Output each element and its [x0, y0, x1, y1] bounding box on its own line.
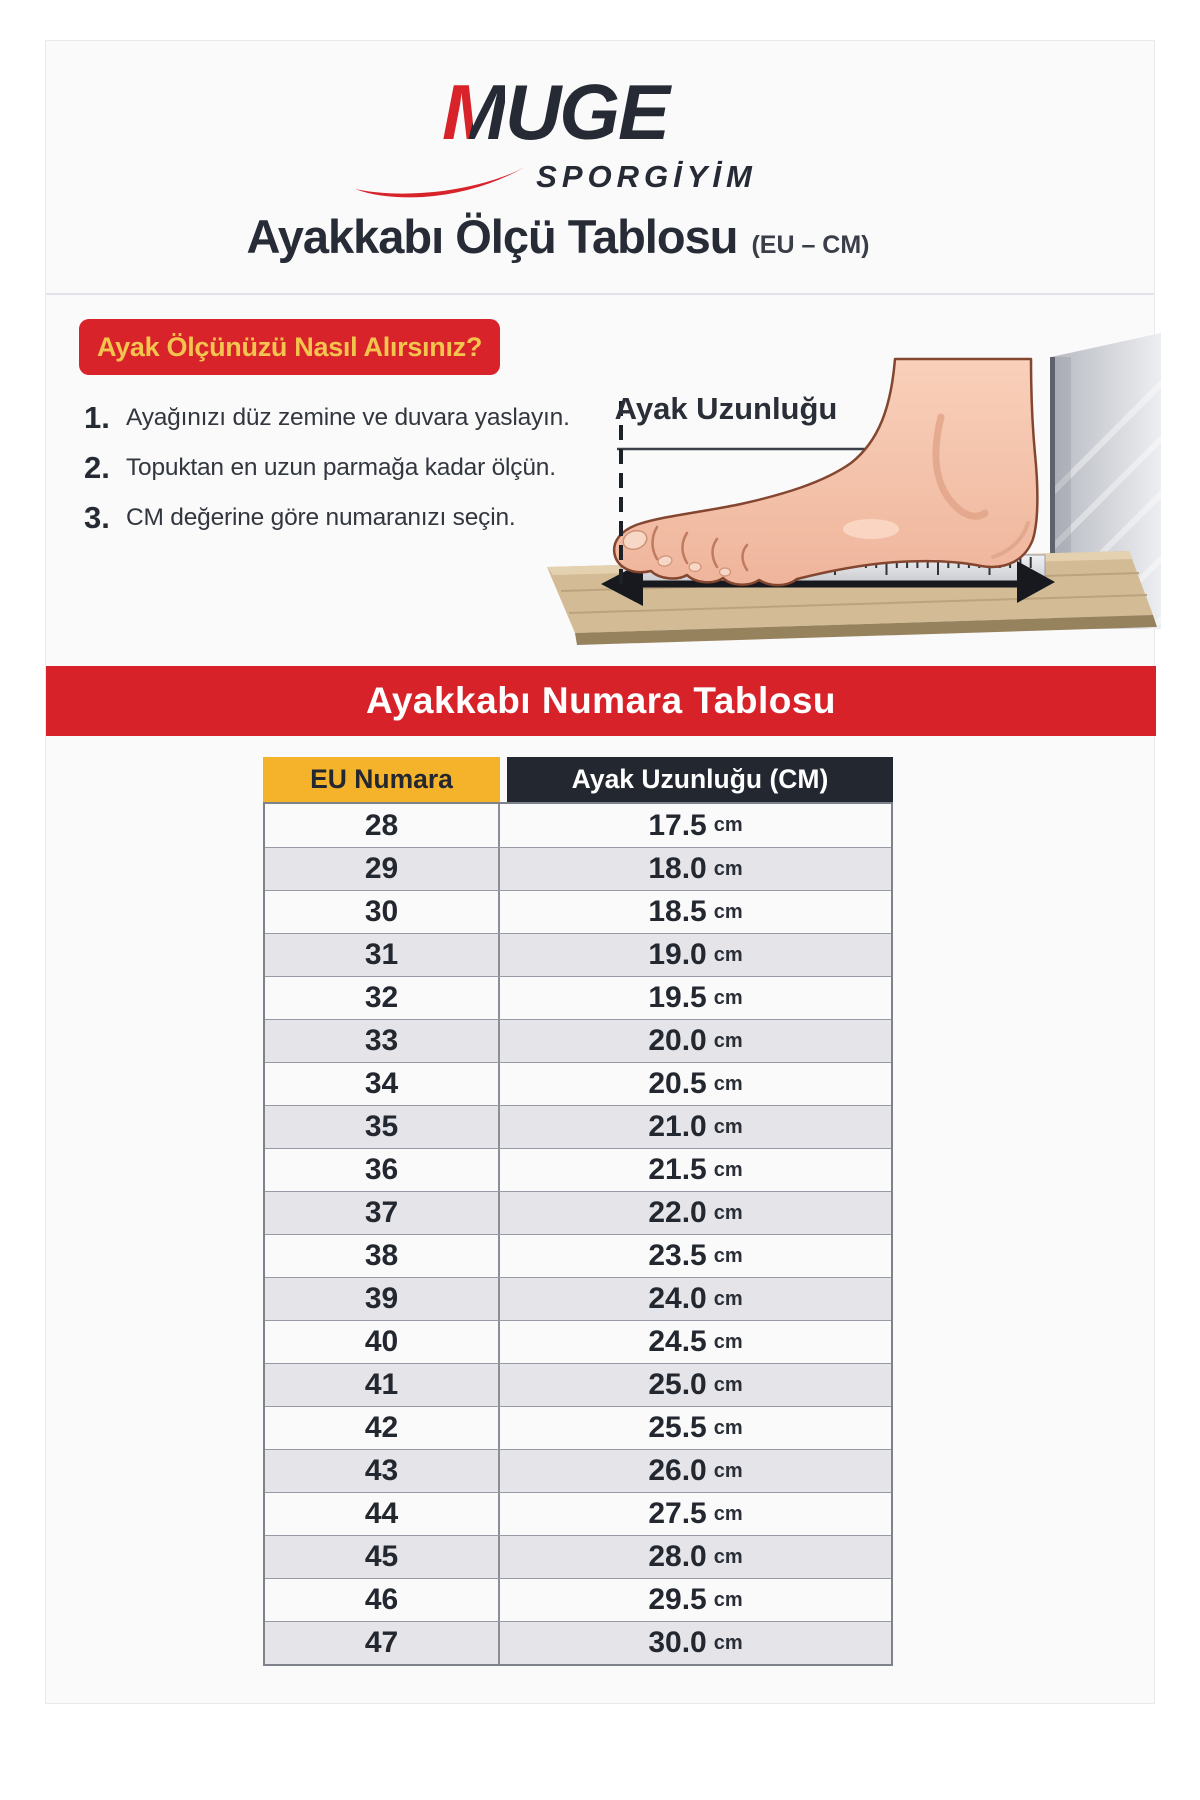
table-row — [265, 1234, 891, 1277]
table-row — [265, 804, 891, 847]
step-text: CM değerine göre numaranızı seçin. — [126, 504, 516, 531]
table-row — [265, 1621, 891, 1664]
step-number: 2. — [84, 450, 110, 485]
brand-header — [46, 41, 1154, 264]
foot-length-cell: 25.0 cm — [648, 1368, 743, 1401]
table-row — [265, 1363, 891, 1406]
column-header-eu: EU Numara — [263, 757, 500, 802]
foot-measurement-illustration — [541, 299, 1161, 647]
eu-size-cell: 29 — [265, 848, 500, 890]
table-row — [265, 1320, 891, 1363]
foot-length-cell: 18.5 cm — [648, 895, 743, 928]
foot-length-cell: 22.0 cm — [648, 1196, 743, 1229]
foot-length-cell: 30.0 cm — [648, 1626, 743, 1659]
foot-length-cell: 26.0 cm — [648, 1454, 743, 1487]
foot-length-cell: 21.0 cm — [648, 1110, 743, 1143]
table-row — [265, 1449, 891, 1492]
table-row — [265, 976, 891, 1019]
eu-size-cell: 45 — [265, 1536, 500, 1578]
brand-subtitle: SPORGİYİM — [536, 159, 757, 194]
foot-length-cell: 25.5 cm — [648, 1411, 743, 1444]
foot-length-label: Ayak Uzunluğu — [614, 391, 838, 426]
logo-letters-rest: UGE — [504, 68, 668, 156]
foot-length-cell: 19.0 cm — [648, 938, 743, 971]
eu-size-cell: 40 — [265, 1321, 500, 1363]
step-text: Topuktan en uzun parmağa kadar ölçün. — [126, 454, 556, 481]
eu-size-cell: 36 — [265, 1149, 500, 1191]
table-row — [265, 1535, 891, 1578]
size-chart-card — [45, 40, 1155, 1704]
page-title — [4, 209, 1112, 264]
foot-length-cell: 27.5 cm — [648, 1497, 743, 1530]
eu-size-cell: 30 — [265, 891, 500, 933]
table-banner — [46, 666, 1156, 736]
table-row — [265, 1105, 891, 1148]
column-header-cm: Ayak Uzunluğu (CM) — [507, 757, 893, 802]
step-number: 3. — [84, 500, 110, 535]
table-banner-label: Ayakkabı Numara Tablosu — [365, 680, 837, 721]
eu-size-cell: 37 — [265, 1192, 500, 1234]
foot-illustration-svg — [541, 299, 1161, 647]
table-row — [265, 1062, 891, 1105]
table-row — [265, 1578, 891, 1621]
eu-size-cell: 31 — [265, 934, 500, 976]
eu-size-cell: 41 — [265, 1364, 500, 1406]
foot-length-cell: 28.0 cm — [648, 1540, 743, 1573]
foot-length-cell: 19.5 cm — [648, 981, 743, 1014]
eu-size-cell: 32 — [265, 977, 500, 1019]
table-row — [265, 1492, 891, 1535]
step-text: Ayağınızı düz zemine ve duvara yaslayın. — [126, 404, 570, 431]
eu-size-cell: 38 — [265, 1235, 500, 1277]
foot-length-cell: 17.5 cm — [648, 808, 743, 842]
header-divider — [46, 293, 1154, 295]
eu-size-cell: 34 — [265, 1063, 500, 1105]
page-title-suffix: (EU – CM) — [751, 231, 870, 259]
table-row — [265, 1148, 891, 1191]
foot-length-cell: 24.5 cm — [648, 1325, 743, 1358]
table-row — [265, 1191, 891, 1234]
eu-size-cell: 42 — [265, 1407, 500, 1449]
logo-letter-m: M — [441, 68, 505, 156]
brand-logo — [1, 69, 1109, 155]
eu-size-cell: 43 — [265, 1450, 500, 1492]
eu-size-cell: 46 — [265, 1579, 500, 1621]
foot-length-cell: 21.5 cm — [648, 1153, 743, 1186]
eu-size-cell: 28 — [265, 804, 500, 847]
foot-length-cell: 20.5 cm — [648, 1067, 743, 1100]
foot-length-cell: 24.0 cm — [648, 1282, 743, 1315]
logo-swoosh-icon — [353, 165, 528, 199]
brand-subtitle-row — [1, 157, 1109, 197]
howto-steps — [84, 393, 570, 543]
eu-size-cell: 47 — [265, 1622, 500, 1664]
table-row — [265, 847, 891, 890]
table-row — [265, 890, 891, 933]
foot-length-cell: 23.5 cm — [648, 1239, 743, 1272]
howto-step-2 — [84, 443, 570, 493]
foot-length-cell: 29.5 cm — [648, 1583, 743, 1616]
size-table-body — [263, 802, 893, 1666]
size-table — [263, 757, 893, 1666]
foot-length-cell: 20.0 cm — [648, 1024, 743, 1057]
eu-size-cell: 39 — [265, 1278, 500, 1320]
foot-length-cell: 18.0 cm — [648, 852, 743, 885]
step-number: 1. — [84, 400, 110, 435]
size-table-header — [263, 757, 893, 802]
table-row — [265, 1406, 891, 1449]
howto-badge — [79, 319, 500, 375]
eu-size-cell: 33 — [265, 1020, 500, 1062]
table-row — [265, 1277, 891, 1320]
table-row — [265, 933, 891, 976]
howto-badge-label: Ayak Ölçünüzü Nasıl Alırsınız? — [96, 331, 483, 362]
table-row — [265, 1019, 891, 1062]
howto-step-1 — [84, 393, 570, 443]
eu-size-cell: 44 — [265, 1493, 500, 1535]
eu-size-cell: 35 — [265, 1106, 500, 1148]
howto-step-3 — [84, 493, 570, 543]
page-title-main: Ayakkabı Ölçü Tablosu — [246, 210, 738, 263]
